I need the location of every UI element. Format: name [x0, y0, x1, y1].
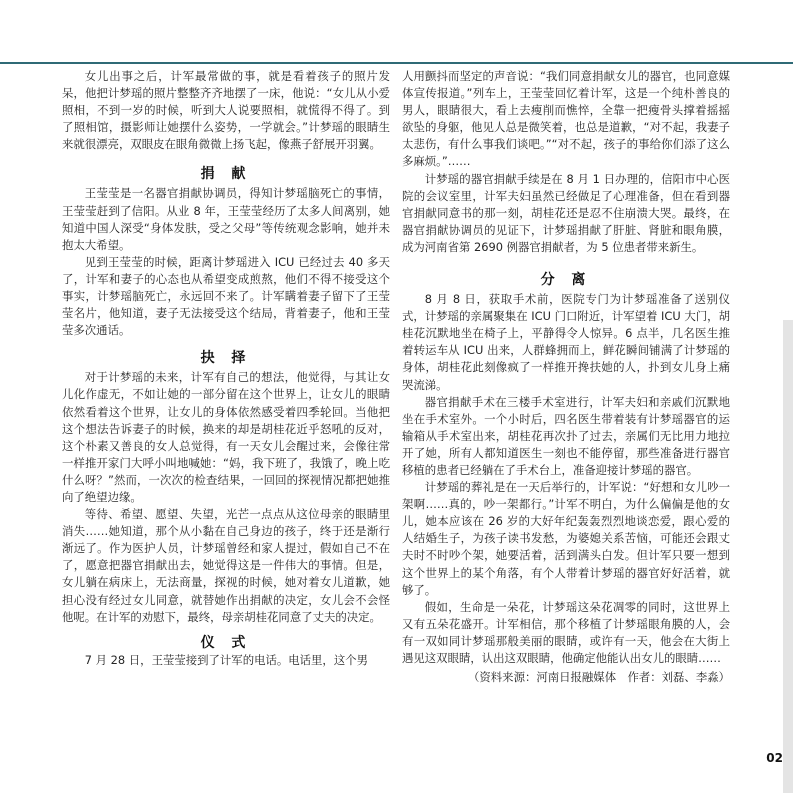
left-column	[62, 68, 390, 669]
section-heading-ceremony: 仪 式	[200, 634, 252, 651]
page-number: 02	[766, 751, 783, 765]
paragraph: 7 月 28 日，王莹莹接到了计军的电话。电话里，这个男	[84, 652, 368, 667]
paragraph: 等待、希望、愿望、失望，光芒一点点从这位母亲的眼睛里消失……她知道，那个从小黏在自己身边的孩子，终于还是渐行渐远了。作为医护人员，计梦瑶曾经和家人提过，假如自己不在了，愿意把器官捐献出去，她觉得这是一件伟大的事情。但是，女儿躺在病床上，无法商量，探视的时候，她对着女儿道歉，她担心没有经过女儿同意，就替她作出捐献的决定，女儿会不会怪他呢。在计军的劝慰下，最终，母亲胡桂花同意了丈夫的决定。	[62, 507, 390, 624]
header-rule	[0, 62, 793, 64]
paragraph: 计梦瑶的葬礼是在一天后举行的，计军说：“好想和女儿吵一架啊……真的，吵一架都行。”计军不明白，为什么偏偏是他的女儿，她本应该在 26 岁的大好年纪轰轰烈烈地谈恋爱，跟心爱的人结婚生子，为孩子读书发愁，为婆媳关系苦恼，可能还会跟丈夫时不时吵个架，她要活着，活到满头白发。但计军只要一想到这个世界上的某个角落，有个人带着计梦瑶的器官好好活着，就够了。	[402, 480, 730, 597]
paragraph: 器官捐献手术在三楼手术室进行，计军夫妇和亲戚们沉默地坐在手术室外。一个小时后，四名医生带着装有计梦瑶器官的运输箱从手术室出来，胡桂花再次扑了过去，亲属们无比用力地拉开了她，所有人都知道医生一刻也不能停留，那些准备进行器官移植的患者已经躺在了手术台上，准备迎接计梦瑶的器官。	[402, 394, 730, 477]
intro-paragraph: 女儿出事之后，计军最常做的事，就是看着孩子的照片发呆，他把计梦瑶的照片整整齐齐地摆了一床，他说：“女儿从小爱照相，不到一岁的时候，听到大人说要照相，就慌得不得了。到了照相馆，摄影师让她摆什么姿势，一学就会。”计梦瑶的眼睛生来就很漂亮，双眼皮在眼角微微上扬飞起，像燕子舒展开羽翼。	[62, 69, 390, 152]
paragraph: 见到王莹莹的时候，距离计梦瑶进入 ICU 已经过去 40 多天了，计军和妻子的心态也从希望变成煎熬，他们不得不接受这个事实，计梦瑶脑死亡，永远回不来了。计军瞒着妻子留下了王莹莹名片，他知道，妻子无法接受这个结局，背着妻子，他和王莹莹多次通话。	[62, 254, 390, 338]
paragraph: 计梦瑶的器官捐献手续是在 8 月 1 日办理的，信阳市中心医院的会议室里，计军夫妇虽然已经做足了心理准备，但在看到器官捐献同意书的那一刻，胡桂花还是忍不住崩溃大哭。最终，在器官捐献协调员的见证下，计梦瑶捐献了肝脏、肾脏和眼角膜，成为河南省第 2690 例器官捐献者，为 5 位患者带来新生。	[402, 171, 730, 254]
paragraph: 王莹莹是一名器官捐献协调员，得知计梦瑶脑死亡的事情，王莹莹赶到了信阳。从业 8 年，王莹莹经历了太多人间离别，她知道中国人深受“身体发肤，受之父母”等传统观念影响，她并未抱太大希望。	[62, 186, 390, 252]
right-column	[402, 68, 730, 686]
section-heading-donation: 捐 献	[200, 166, 252, 183]
section-heading-separation: 分 离	[540, 272, 592, 289]
section-heading-choice: 抉 择	[200, 350, 252, 367]
paragraph: 对于计梦瑶的未来，计军有自己的想法，他觉得，与其让女儿化作虚无，不如让她的一部分留在这个世界上，让女儿的眼睛依然看着这个世界，让女儿的身体依然感受着四季轮回。当他把这个想法告诉妻子的时候，换来的却是胡桂花近乎怒吼的反对，这个朴素又善良的女人总觉得，有一天女儿会醒过来，会像往常一样推开家门大呼小叫地喊她：“妈，我下班了，我饿了，晚上吃什么呀？”然而，一次次的检查结果，一回回的探视情况都把她推向了绝望边缘。	[62, 370, 390, 504]
side-shade-bar	[783, 320, 793, 793]
paragraph: 8 月 8 日，获取手术前，医院专门为计梦瑶准备了送别仪式，计梦瑶的亲属聚集在 ICU 门口附近，计军望着 ICU 大门，胡桂花沉默地坐在椅子上，平静得令人惊异。6 点半，几名医生推着转运车从 ICU 出来，人群蜂拥而上，鲜花瞬间铺满了计梦瑶的身体，胡桂花此刻像疯了一样推开搀扶她的人，扑到女儿身上痛哭流涕。	[402, 292, 730, 392]
source-credit: （资料来源：河南日报融媒体 作者：刘磊、李淼）	[468, 670, 730, 685]
paragraph-continued: 人用颤抖而坚定的声音说：“我们同意捐献女儿的器官，也同意媒体宣传报道。”列车上，王莹莹回忆着计军，这是一个纯朴善良的男人，眼睛很大，看上去瘦削而憔悴，全靠一把瘦骨头撑着摇摇欲坠的身躯，他见人总是微笑着，也总是道歉，“对不起，我妻子太悲伤，有什么事我们谈吧。”“对不起，孩子的事给你们添了这么多麻烦。”……	[402, 69, 730, 169]
paragraph: 假如，生命是一朵花，计梦瑶这朵花凋零的同时，这世界上又有五朵花盛开。计军相信，那个移植了计梦瑶眼角膜的人，会有一双如同计梦瑶那般美丽的眼睛，或许有一天，他会在大街上遇见这双眼睛，认出这双眼睛，他确定他能认出女儿的眼睛……	[402, 599, 730, 665]
